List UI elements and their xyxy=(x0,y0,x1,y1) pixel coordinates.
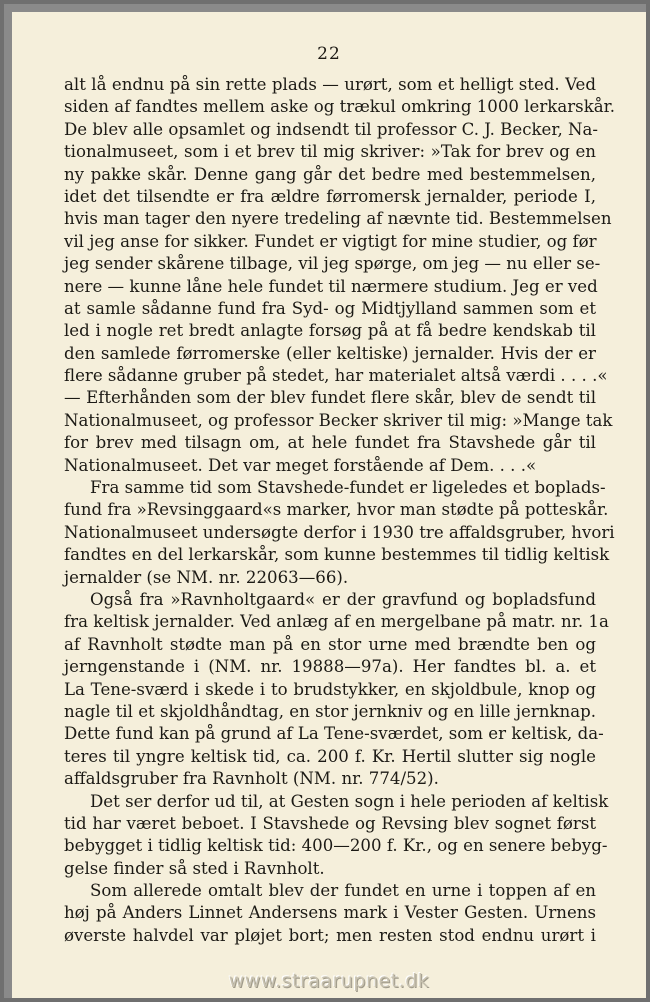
text-line: Dette fund kan på grund af La Tene-sværdet, som er keltisk, da- xyxy=(64,724,604,744)
text-line: fra keltisk jernalder. Ved anlæg af en mergelbane på matr. nr. 1a xyxy=(64,612,609,632)
text-line: tionalmuseet, som i et brev til mig skriver: »Tak for brev og en xyxy=(64,142,596,162)
text-line: nere — kunne låne hele fundet til nærmere studium. Jeg er ved xyxy=(64,276,598,296)
text-line: af Ravnholt stødte man på en stor urne med brændte ben og xyxy=(64,634,596,654)
text-line: flere sådanne gruber på stedet, har materialet altså værdi . . . .« xyxy=(64,366,608,386)
text-line: teres til yngre keltisk tid, ca. 200 f. Kr. Hertil slutter sig nogle xyxy=(64,746,596,766)
text-line: La Tene-sværd i skede i to brudstykker, en skjoldbule, knop og xyxy=(64,679,596,699)
text-line: tid har været beboet. I Stavshede og Revsing blev sognet først xyxy=(64,813,596,833)
text-line: nagle til et skjoldhåndtag, en stor jernkniv og en lille jernknap. xyxy=(64,701,596,721)
text-line: Nationalmuseet, og professor Becker skriver til mig: »Mange tak xyxy=(64,410,613,430)
text-line: høj på Anders Linnet Andersens mark i Vester Gesten. Urnens xyxy=(64,903,596,923)
text-line: bebygget i tidlig keltisk tid: 400—200 f. Kr., og en senere bebyg- xyxy=(64,836,608,856)
text-line: vil jeg anse for sikker. Fundet er vigtigt for mine studier, og før xyxy=(64,231,597,251)
text-line: jeg sender skårene tilbage, vil jeg spørge, om jeg — nu eller se- xyxy=(64,254,601,274)
text-line: Også fra »Ravnholtgaard« er der gravfund og bopladsfund xyxy=(90,589,596,609)
text-line: for brev med tilsagn om, at hele fundet fra Stavshede går til xyxy=(64,433,596,453)
page-number: 22 xyxy=(317,44,341,64)
text-line: at samle sådanne fund fra Syd- og Midtjylland sammen som et xyxy=(64,298,596,318)
body-text xyxy=(64,74,616,947)
text-line: den samlede førromerske (eller keltiske) jernalder. Hvis der er xyxy=(64,343,596,363)
text-line: Som allerede omtalt blev der fundet en urne i toppen af en xyxy=(90,881,596,901)
watermark: www.straarupnet.dk xyxy=(228,970,430,992)
text-line: hvis man tager den nyere tredeling af nævnte tid. Bestemmelsen xyxy=(64,209,612,229)
text-line: affaldsgruber fra Ravnholt (NM. nr. 774/52). xyxy=(64,769,439,789)
text-line: fund fra »Revsinggaard«s marker, hvor man stødte på potteskår. xyxy=(64,500,609,520)
text-line: Fra samme tid som Stavshede-fundet er ligeledes et boplads- xyxy=(90,478,606,498)
text-line: fandtes en del lerkarskår, som kunne bestemmes til tidlig keltisk xyxy=(64,545,610,565)
text-line: Nationalmuseet undersøgte derfor i 1930 tre affaldsgruber, hvori xyxy=(64,522,615,542)
text-line: idet det tilsendte er fra ældre førromersk jernalder, periode I, xyxy=(64,186,596,206)
text-line: De blev alle opsamlet og indsendt til professor C. J. Becker, Na- xyxy=(64,119,599,139)
text-line: jerngenstande i (NM. nr. 19888—97a). Her fandtes bl. a. et xyxy=(64,657,596,677)
text-line: led i nogle ret bredt anlagte forsøg på at få bedre kendskab til xyxy=(64,321,596,341)
text-line: — Efterhånden som der blev fundet flere skår, blev de sendt til xyxy=(64,388,596,408)
text-line: øverste halvdel var pløjet bort; men resten stod endnu urørt i xyxy=(64,925,596,945)
text-line: Nationalmuseet. Det var meget forstående af Dem. . . .« xyxy=(64,455,537,475)
text-line: Det ser derfor ud til, at Gesten sogn i hele perioden af keltisk xyxy=(90,791,609,811)
text-line: jernalder (se NM. nr. 22063—66). xyxy=(64,567,349,587)
text-line: siden af fandtes mellem aske og trækul omkring 1000 lerkarskår. xyxy=(64,97,616,117)
book-page xyxy=(12,12,646,998)
text-line: ny pakke skår. Denne gang går det bedre med bestemmelsen, xyxy=(64,164,596,184)
text-line: gelse finder så sted i Ravnholt. xyxy=(64,858,325,878)
page-frame xyxy=(4,4,646,998)
text-line: alt lå endnu på sin rette plads — urørt, som et helligt sted. Ved xyxy=(64,75,596,94)
